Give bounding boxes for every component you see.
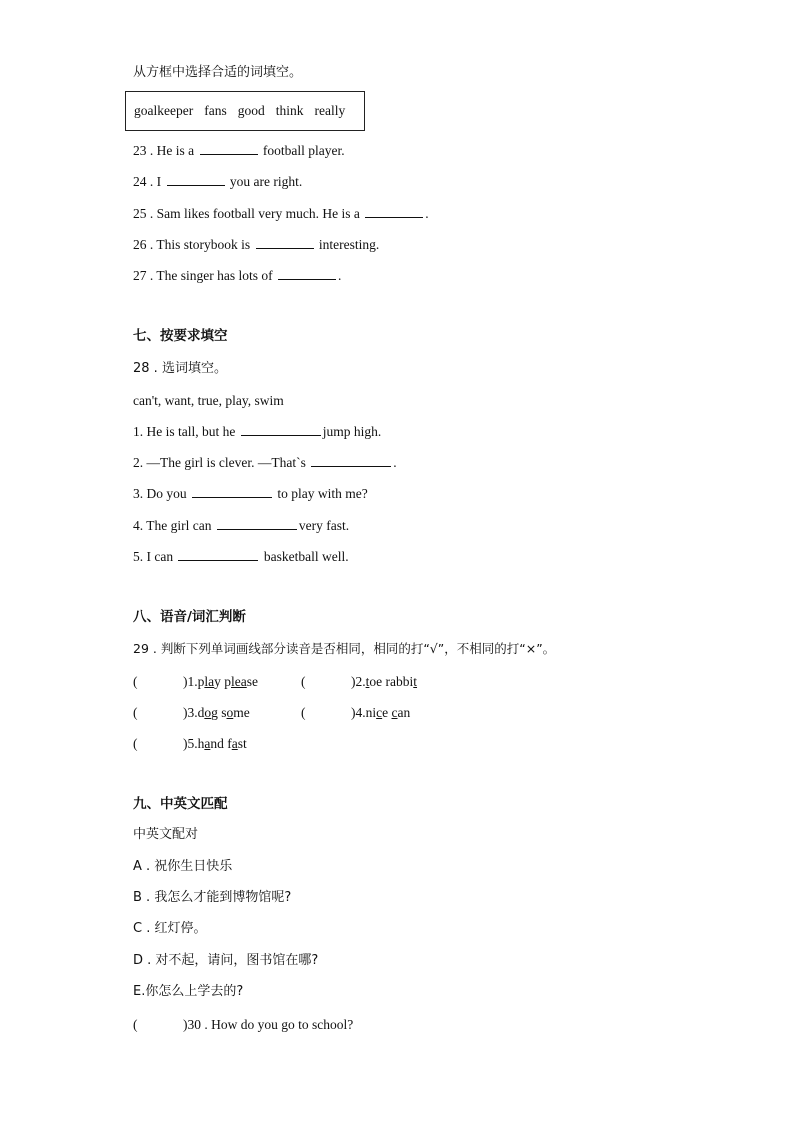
sentence-5: 5. I can basketball well. — [133, 549, 349, 564]
question-25: 25 . Sam likes football very much. He is a . — [133, 206, 429, 221]
word-4: think — [275, 103, 304, 118]
question-24: 24 . I you are right. — [133, 174, 303, 189]
answer-paren[interactable]: ( — [133, 736, 138, 751]
answer-blank[interactable] — [365, 205, 423, 218]
answer-blank[interactable] — [178, 548, 258, 561]
sentence-4: 4. The girl can very fast. — [133, 518, 350, 533]
phonics-row-4: ( )4.nice can — [301, 705, 411, 720]
answer-blank[interactable] — [311, 454, 391, 467]
answer-blank[interactable] — [192, 485, 272, 498]
word-list: can't, want, true, play, swim — [133, 393, 284, 408]
answer-paren[interactable]: ( — [301, 705, 306, 720]
option-e: E.你怎么上学去的? — [133, 984, 244, 999]
word-5: really — [314, 103, 346, 118]
question-23: 23 . He is a football player. — [133, 143, 345, 158]
phonics-row-2: ( )2.toe rabbit — [301, 674, 418, 689]
answer-blank[interactable] — [278, 267, 336, 280]
answer-blank[interactable] — [241, 423, 321, 436]
sentence-2: 2. —The girl is clever. —That`s . — [133, 455, 397, 470]
section-title-8: 八、语音/词汇判断 — [133, 609, 246, 625]
answer-blank[interactable] — [217, 517, 297, 530]
question-29: 29 . 判断下列单词画线部分读音是否相同，相同的打“√”，不相同的打“×”。 — [133, 641, 556, 656]
question-27: 27 . The singer has lots of . — [133, 268, 342, 283]
question-30: ( )30 . How do you go to school? — [133, 1017, 354, 1032]
word-1: goalkeeper — [134, 103, 194, 118]
question-28: 28 . 选词填空。 — [133, 361, 227, 376]
word-2: fans — [204, 103, 227, 118]
section-title-7: 七、按要求填空 — [133, 328, 228, 344]
phonics-row-5: ( )5.hand fast — [133, 736, 247, 751]
answer-blank[interactable] — [256, 236, 314, 249]
answer-paren[interactable]: ( — [133, 705, 138, 720]
instruction-text: 从方框中选择合适的词填空。 — [133, 65, 303, 80]
section-title-9: 九、中英文匹配 — [133, 796, 228, 812]
question-26: 26 . This storybook is interesting. — [133, 237, 380, 252]
answer-blank[interactable] — [167, 173, 225, 186]
option-b: B . 我怎么才能到博物馆呢? — [133, 890, 292, 905]
answer-blank[interactable] — [200, 142, 258, 155]
answer-paren[interactable]: ( — [133, 674, 138, 689]
sentence-3: 3. Do you to play with me? — [133, 486, 368, 501]
phonics-row-1: ( )1.play please — [133, 674, 258, 689]
option-d: D . 对不起，请问，图书馆在哪? — [133, 953, 319, 968]
answer-paren[interactable]: ( — [301, 674, 306, 689]
sentence-1: 1. He is tall, but he jump high. — [133, 424, 382, 439]
answer-paren[interactable]: ( — [133, 1017, 138, 1032]
word-3: good — [237, 103, 265, 118]
option-c: C . 红灯停。 — [133, 921, 207, 936]
option-a: A . 祝你生日快乐 — [133, 859, 233, 874]
word-box — [125, 91, 365, 131]
phonics-row-3: ( )3.dog some — [133, 705, 250, 720]
match-subtitle: 中英文配对 — [133, 827, 199, 842]
